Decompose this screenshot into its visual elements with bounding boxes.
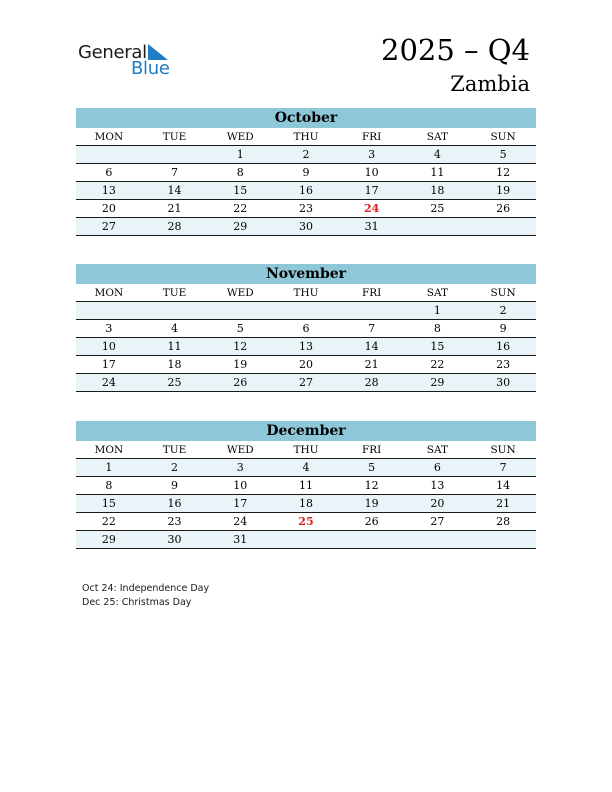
day-cell: 14 bbox=[470, 477, 536, 495]
weekday-label: THU bbox=[273, 284, 339, 302]
day-cell: 17 bbox=[339, 182, 405, 200]
weekday-label: TUE bbox=[142, 441, 208, 459]
day-cell: 12 bbox=[207, 338, 273, 356]
day-cell: 13 bbox=[76, 182, 142, 200]
week-row bbox=[76, 218, 536, 236]
day-cell: 6 bbox=[76, 164, 142, 182]
holiday-note: Oct 24: Independence Day bbox=[82, 583, 210, 594]
day-cell: 30 bbox=[142, 531, 208, 549]
day-cell: 6 bbox=[405, 459, 471, 477]
page-title: 2025 – Q4 bbox=[381, 33, 530, 67]
day-cell: 11 bbox=[273, 477, 339, 495]
weekday-label: FRI bbox=[339, 441, 405, 459]
day-cell bbox=[273, 302, 339, 320]
week-row bbox=[76, 513, 536, 531]
weekday-label: MON bbox=[76, 128, 142, 146]
week-row bbox=[76, 374, 536, 392]
weekday-label: FRI bbox=[339, 128, 405, 146]
day-cell bbox=[470, 218, 536, 236]
day-cell bbox=[405, 531, 471, 549]
day-cell: 16 bbox=[273, 182, 339, 200]
day-cell: 14 bbox=[339, 338, 405, 356]
day-cell: 8 bbox=[207, 164, 273, 182]
weekday-header-row bbox=[76, 441, 536, 459]
day-cell bbox=[207, 302, 273, 320]
day-cell: 6 bbox=[273, 320, 339, 338]
weekday-label: SUN bbox=[470, 441, 536, 459]
day-cell: 16 bbox=[470, 338, 536, 356]
day-cell: 4 bbox=[273, 459, 339, 477]
weekday-label: WED bbox=[207, 128, 273, 146]
day-cell: 24 bbox=[76, 374, 142, 392]
week-row bbox=[76, 146, 536, 164]
day-cell: 10 bbox=[339, 164, 405, 182]
week-row bbox=[76, 338, 536, 356]
day-cell bbox=[273, 531, 339, 549]
day-cell: 21 bbox=[339, 356, 405, 374]
day-cell: 5 bbox=[339, 459, 405, 477]
holiday-note: Dec 25: Christmas Day bbox=[82, 597, 192, 608]
day-cell: 17 bbox=[207, 495, 273, 513]
day-cell: 26 bbox=[207, 374, 273, 392]
day-cell: 12 bbox=[470, 164, 536, 182]
day-cell: 25 bbox=[142, 374, 208, 392]
month-calendar-october bbox=[76, 108, 536, 236]
day-cell: 7 bbox=[339, 320, 405, 338]
day-cell: 8 bbox=[405, 320, 471, 338]
day-cell: 2 bbox=[142, 459, 208, 477]
day-cell: 30 bbox=[470, 374, 536, 392]
weekday-label: SAT bbox=[405, 441, 471, 459]
day-cell: 23 bbox=[470, 356, 536, 374]
day-cell: 22 bbox=[207, 200, 273, 218]
day-cell: 19 bbox=[470, 182, 536, 200]
day-cell: 27 bbox=[405, 513, 471, 531]
day-cell: 1 bbox=[405, 302, 471, 320]
day-cell: 7 bbox=[142, 164, 208, 182]
month-grid bbox=[76, 284, 536, 392]
day-cell: 26 bbox=[339, 513, 405, 531]
day-cell: 25 bbox=[405, 200, 471, 218]
day-cell: 2 bbox=[273, 146, 339, 164]
weekday-label: WED bbox=[207, 284, 273, 302]
day-cell: 5 bbox=[470, 146, 536, 164]
day-cell bbox=[339, 531, 405, 549]
weekday-label: FRI bbox=[339, 284, 405, 302]
week-row bbox=[76, 302, 536, 320]
day-cell: 29 bbox=[76, 531, 142, 549]
day-cell bbox=[142, 146, 208, 164]
day-cell: 27 bbox=[76, 218, 142, 236]
week-row bbox=[76, 495, 536, 513]
day-cell: 24 bbox=[339, 200, 405, 218]
day-cell: 10 bbox=[207, 477, 273, 495]
day-cell: 9 bbox=[273, 164, 339, 182]
month-header: October bbox=[76, 108, 536, 128]
day-cell: 30 bbox=[273, 218, 339, 236]
day-cell: 13 bbox=[405, 477, 471, 495]
day-cell: 4 bbox=[142, 320, 208, 338]
day-cell: 2 bbox=[470, 302, 536, 320]
week-row bbox=[76, 531, 536, 549]
day-cell bbox=[142, 302, 208, 320]
day-cell: 29 bbox=[207, 218, 273, 236]
weekday-label: SUN bbox=[470, 128, 536, 146]
weekday-label: THU bbox=[273, 128, 339, 146]
day-cell: 18 bbox=[273, 495, 339, 513]
logo-word-blue: Blue bbox=[131, 58, 170, 79]
day-cell: 11 bbox=[405, 164, 471, 182]
day-cell: 4 bbox=[405, 146, 471, 164]
day-cell: 7 bbox=[470, 459, 536, 477]
day-cell: 9 bbox=[142, 477, 208, 495]
day-cell: 15 bbox=[76, 495, 142, 513]
weekday-label: MON bbox=[76, 284, 142, 302]
month-grid bbox=[76, 441, 536, 549]
day-cell: 24 bbox=[207, 513, 273, 531]
day-cell bbox=[405, 218, 471, 236]
day-cell: 22 bbox=[76, 513, 142, 531]
weekday-label: SUN bbox=[470, 284, 536, 302]
generalblue-logo bbox=[78, 42, 188, 82]
day-cell: 18 bbox=[142, 356, 208, 374]
day-cell: 20 bbox=[405, 495, 471, 513]
day-cell: 12 bbox=[339, 477, 405, 495]
week-row bbox=[76, 477, 536, 495]
logo-word-general: General bbox=[78, 42, 147, 63]
day-cell: 28 bbox=[339, 374, 405, 392]
day-cell: 22 bbox=[405, 356, 471, 374]
day-cell: 3 bbox=[339, 146, 405, 164]
day-cell: 1 bbox=[76, 459, 142, 477]
day-cell: 3 bbox=[207, 459, 273, 477]
weekday-label: WED bbox=[207, 441, 273, 459]
weekday-label: SAT bbox=[405, 128, 471, 146]
day-cell: 25 bbox=[273, 513, 339, 531]
day-cell: 21 bbox=[470, 495, 536, 513]
day-cell: 15 bbox=[405, 338, 471, 356]
day-cell: 26 bbox=[470, 200, 536, 218]
month-grid bbox=[76, 128, 536, 236]
week-row bbox=[76, 164, 536, 182]
day-cell: 21 bbox=[142, 200, 208, 218]
day-cell: 19 bbox=[339, 495, 405, 513]
week-row bbox=[76, 356, 536, 374]
month-header: December bbox=[76, 421, 536, 441]
day-cell: 20 bbox=[273, 356, 339, 374]
day-cell: 9 bbox=[470, 320, 536, 338]
day-cell: 1 bbox=[207, 146, 273, 164]
day-cell: 14 bbox=[142, 182, 208, 200]
day-cell: 13 bbox=[273, 338, 339, 356]
day-cell: 31 bbox=[339, 218, 405, 236]
weekday-label: THU bbox=[273, 441, 339, 459]
day-cell: 29 bbox=[405, 374, 471, 392]
day-cell: 27 bbox=[273, 374, 339, 392]
day-cell bbox=[76, 146, 142, 164]
day-cell: 20 bbox=[76, 200, 142, 218]
weekday-label: TUE bbox=[142, 128, 208, 146]
day-cell: 11 bbox=[142, 338, 208, 356]
day-cell: 5 bbox=[207, 320, 273, 338]
day-cell: 16 bbox=[142, 495, 208, 513]
month-header: November bbox=[76, 264, 536, 284]
day-cell bbox=[470, 531, 536, 549]
day-cell: 15 bbox=[207, 182, 273, 200]
day-cell: 3 bbox=[76, 320, 142, 338]
holiday-notes bbox=[82, 582, 209, 610]
weekday-header-row bbox=[76, 284, 536, 302]
day-cell: 19 bbox=[207, 356, 273, 374]
day-cell: 10 bbox=[76, 338, 142, 356]
day-cell: 28 bbox=[470, 513, 536, 531]
country-name: Zambia bbox=[450, 72, 530, 96]
day-cell bbox=[339, 302, 405, 320]
day-cell: 17 bbox=[76, 356, 142, 374]
day-cell: 31 bbox=[207, 531, 273, 549]
month-calendar-november bbox=[76, 264, 536, 392]
weekday-label: TUE bbox=[142, 284, 208, 302]
weekday-header-row bbox=[76, 128, 536, 146]
day-cell: 23 bbox=[142, 513, 208, 531]
week-row bbox=[76, 200, 536, 218]
week-row bbox=[76, 459, 536, 477]
week-row bbox=[76, 182, 536, 200]
month-calendar-december bbox=[76, 421, 536, 549]
week-row bbox=[76, 320, 536, 338]
day-cell: 28 bbox=[142, 218, 208, 236]
day-cell: 18 bbox=[405, 182, 471, 200]
weekday-label: MON bbox=[76, 441, 142, 459]
day-cell: 8 bbox=[76, 477, 142, 495]
day-cell bbox=[76, 302, 142, 320]
day-cell: 23 bbox=[273, 200, 339, 218]
weekday-label: SAT bbox=[405, 284, 471, 302]
